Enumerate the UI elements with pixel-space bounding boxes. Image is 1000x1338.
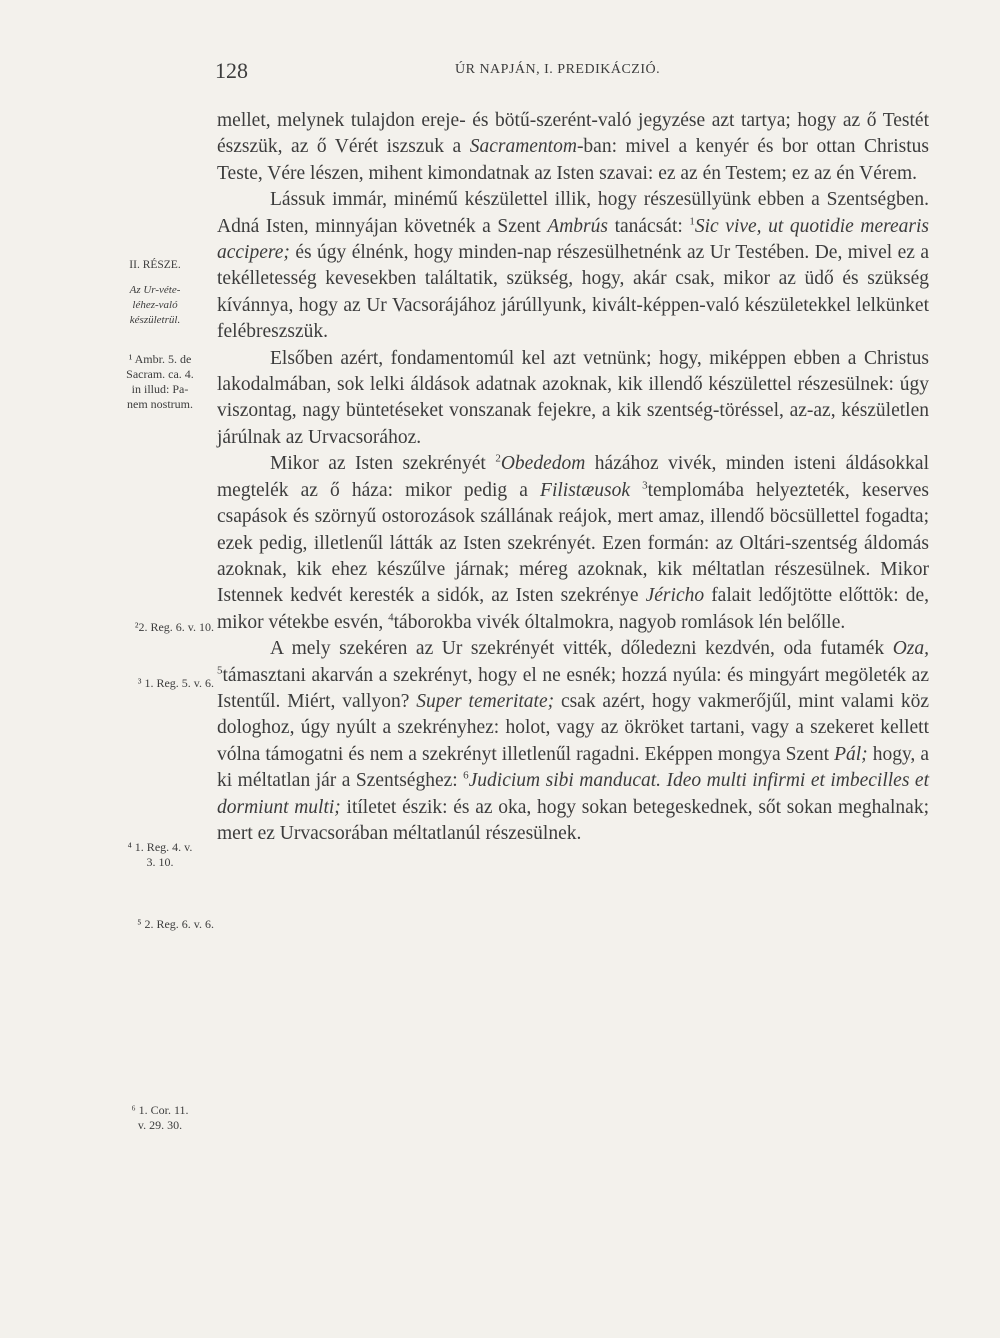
footnote-marker: 3 bbox=[642, 479, 648, 492]
ref-line: nem nostrum. bbox=[127, 397, 193, 411]
ref-line: ¹ Ambr. 5. de bbox=[128, 352, 192, 366]
italic-quote: Sic vive, ut quotidie merearis accipere; bbox=[217, 215, 929, 264]
paragraph bbox=[217, 451, 929, 636]
text-run: Lássuk immár, minémű készülettel illik, hogy részesüllyünk ebben a Szentségben. Adná Isten, minnyájan követnék a Szent bbox=[217, 189, 929, 237]
margin-note-ref2: ²2. Reg. 6. v. 10. bbox=[134, 620, 214, 634]
ref-line: 3. 10. bbox=[146, 855, 174, 869]
paragraph bbox=[217, 636, 929, 847]
ref-line: ⁶ 1. Cor. 11. bbox=[131, 1103, 189, 1117]
margin-note-ref1 bbox=[108, 352, 212, 412]
text-run: tanácsát: bbox=[607, 215, 690, 237]
text-run: csak azért, hogy vakmerőjűl, mint valami köz dologhoz, úgy nyúlt a szekrényhez: holot, vagy az ökröket tartani, vagy a szekeret kellett vólna támogatni és nem a szekrényt illetlenűl ragadni. Eképpen mongya Szent bbox=[217, 690, 929, 765]
paragraph bbox=[217, 108, 929, 187]
section-title: II. RÉSZE. bbox=[129, 259, 181, 271]
text-run: falait ledőjtötte előttök: de, mikor vétekbe esvén, bbox=[217, 585, 929, 633]
margin-note-ref6 bbox=[112, 1103, 208, 1133]
italic-quote: Super temeritate; bbox=[416, 690, 555, 712]
text-run: és úgy élnénk, hogy minden-nap részesülhetnénk az Ur Testében. De, mivel ez a tekélletesség kevesekben találtatik, szükség, hogy, akár csak, mikor az üdő és szükség kívánnya, hogy az Ur Vacsorájához járúllyunk, kivált-képpen-való készületekkel lelkünket felébreszszük. bbox=[217, 242, 929, 343]
italic-term: Oza, bbox=[892, 638, 929, 660]
body-text bbox=[217, 108, 929, 847]
running-head: ÚR NAPJÁN, I. PREDIKÁCZIÓ. bbox=[455, 62, 661, 77]
text-run: mellet, melynek tulajdon ereje- és bötű-szerént-való jegyzése azt tartya; hogy az ő Testét észszük, az ő Vérét iszszuk a bbox=[217, 110, 929, 158]
paragraph bbox=[217, 187, 929, 345]
margin-note-ref4 bbox=[112, 840, 208, 870]
ref-line: Sacram. ca. 4. bbox=[126, 367, 194, 381]
ref-line: in illud: Pa- bbox=[131, 382, 189, 396]
text-run: házához vivék, minden isteni áldásokkal megtelék az ő háza: mikor pedig a bbox=[217, 453, 929, 501]
italic-term: Obededom bbox=[500, 453, 586, 475]
footnote-marker: 4 bbox=[388, 611, 394, 624]
footnote-marker: 2 bbox=[495, 452, 501, 465]
page-number: 128 bbox=[215, 58, 248, 83]
margin-note-ref3: ³ 1. Reg. 5. v. 6. bbox=[137, 676, 214, 690]
text-run: A mely szekéren az Ur szekrényét vitték, dőledezni kezdvén, oda futamék bbox=[270, 638, 893, 660]
text-run: támasztani akarván a szekrényt, hogy el ne esnék; hozzá nyúla: és mingyárt megöleték az Istentűl. Miért, vallyon? bbox=[217, 664, 929, 712]
margin-note-ref5: ⁵ 2. Reg. 6. v. 6. bbox=[137, 917, 214, 931]
footnote-marker: 5 bbox=[217, 664, 223, 677]
section-line: készületrül. bbox=[129, 314, 181, 326]
margin-note-section bbox=[112, 258, 198, 328]
italic-term: Filistæusok bbox=[540, 479, 630, 501]
section-line: léhez-való bbox=[132, 299, 178, 311]
footnote-marker: 1 bbox=[689, 215, 695, 228]
italic-term: Pál; bbox=[834, 743, 868, 765]
text-run: hogy, a ki méltatlan jár a Szentséghez: bbox=[217, 743, 930, 792]
italic-term: Ambrús bbox=[547, 215, 608, 237]
ref-line: v. 29. 30. bbox=[137, 1118, 183, 1132]
section-line: Az Ur-véte- bbox=[129, 284, 181, 296]
italic-term: Sacramentom bbox=[469, 136, 577, 158]
paragraph: Elsőben azért, fondamentomúl kel azt vetnünk; hogy, miképpen ebben a Christus lakodalmában, sok lelki áldások adatnak azoknak, kik illendő készülettel részesülnek: úgy viszontag, nagy büntetéseket vonszanak fejekre, a kik szentség-töréssel, az-az, készületlen járúlnak az Urvacsorához. bbox=[217, 347, 929, 448]
text-run: táborokba vivék óltalmokra, nagyob romlások lén belőlle. bbox=[393, 611, 846, 633]
text-run: -ban: mivel a kenyér és bor ottan Christus Teste, Vére lészen, mihent kimondatnak az Isten szavai: ez az én Testem; ez az én Vérem. bbox=[217, 136, 929, 184]
footnote-marker: 6 bbox=[463, 769, 469, 782]
ref-line: ⁴ 1. Reg. 4. v. bbox=[127, 840, 193, 854]
text-run: templomába helyezteték, keserves csapások és szörnyű ostorozások szállának reájok, mert amaz, illendő böcsüllettel fogadta; ezek pedig, illetlenűl látták az Isten szekrényét. Ezen formán: az Oltári-szentség áldomás azoknak, kik ehez készűlve járnak; méreg azoknak, kik méltatlan részesülnek. Mikor Istennek kedvét keresték a sidók, az Isten szekrénye bbox=[217, 479, 930, 607]
text-run: itíletet észik: és az oka, hogy sokan betegeskednek, sőt sokan meghalnak; mert ez Urvacsorában méltatlanúl részesülnek. bbox=[217, 796, 929, 844]
italic-quote: Judicium sibi manducat. Ideo multi infirmi et imbecilles et dormiunt multi; bbox=[217, 770, 929, 818]
text-run: Mikor az Isten szekrényét bbox=[270, 453, 496, 475]
italic-term: Jéricho bbox=[645, 585, 705, 607]
